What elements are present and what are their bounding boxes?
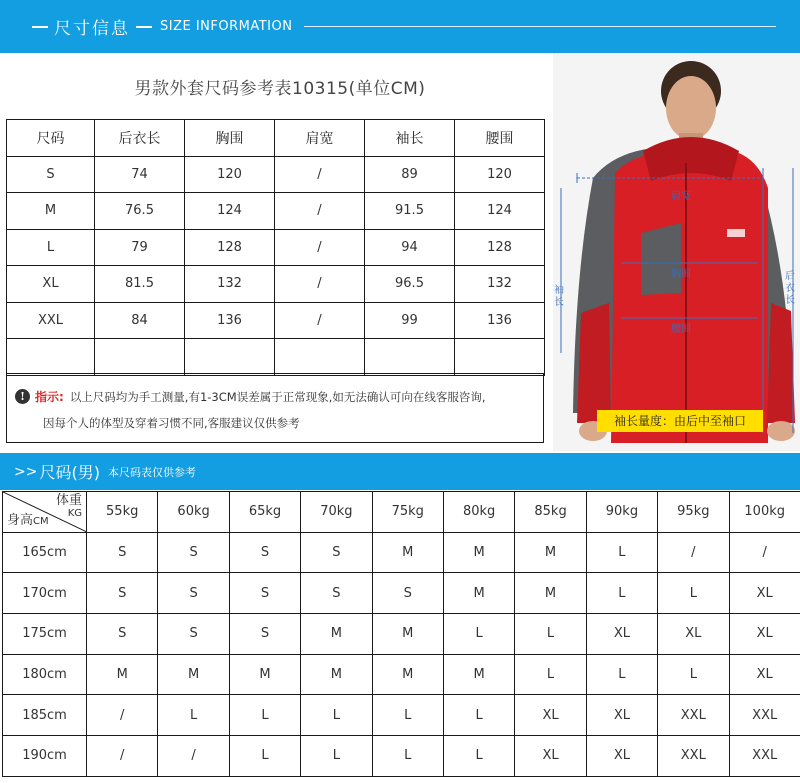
table-row: [7, 193, 545, 230]
info-icon: !: [15, 389, 30, 404]
value-cell: 79: [95, 229, 185, 266]
empty-cell: [95, 339, 185, 376]
header-title-en: SIZE INFORMATION: [160, 19, 293, 34]
size-cell: S: [301, 532, 372, 573]
note-text-1: 以上尺码均为手工测量,有1-3CM误差属于正常现象,如无法确认可向在线客服咨询,: [69, 389, 486, 404]
size-cell: /: [87, 736, 158, 777]
weight-axis-label: [56, 494, 82, 520]
header-cell: 尺码: [7, 120, 95, 157]
size-cell: XL: [729, 614, 800, 655]
value-cell: /: [275, 302, 365, 339]
empty-cell: [185, 339, 275, 376]
size-cell: L: [515, 654, 586, 695]
jacket-model-photo: [553, 53, 800, 451]
value-cell: /: [275, 193, 365, 230]
note-first-line: [15, 388, 486, 405]
value-cell: 136: [455, 302, 545, 339]
size-cell: XXL: [729, 736, 800, 777]
size-info-header: [0, 0, 800, 53]
size-cell: L: [586, 532, 657, 573]
size-cell: XL: [7, 266, 95, 303]
size-cell: M: [7, 193, 95, 230]
size-cell: /: [87, 695, 158, 736]
value-cell: /: [275, 229, 365, 266]
weight-header: 90kg: [586, 492, 657, 533]
size-cell: S: [229, 532, 300, 573]
size-cell: L: [658, 654, 729, 695]
weight-header: 100kg: [729, 492, 800, 533]
size-cell: M: [443, 532, 514, 573]
value-cell: /: [275, 156, 365, 193]
weight-header: 85kg: [515, 492, 586, 533]
value-cell: 136: [185, 302, 275, 339]
size-cell: /: [158, 736, 229, 777]
weight-header: 95kg: [658, 492, 729, 533]
size-cell: XL: [586, 614, 657, 655]
banner-title: 尺码(男): [39, 463, 100, 482]
size-cell: L: [515, 614, 586, 655]
value-cell: 74: [95, 156, 185, 193]
size-cell: M: [443, 654, 514, 695]
empty-cell: [455, 339, 545, 376]
empty-cell: [275, 339, 365, 376]
header-title-cn: 尺寸信息: [54, 19, 130, 39]
size-cell: XL: [515, 695, 586, 736]
value-cell: 124: [455, 193, 545, 230]
height-cell: 190cm: [3, 736, 87, 777]
size-cell: XL: [515, 736, 586, 777]
weight-axis-unit: KG: [67, 508, 82, 519]
height-axis-text: 身高: [7, 512, 34, 528]
header-cell: 胸围: [185, 120, 275, 157]
value-cell: 99: [365, 302, 455, 339]
value-cell: 124: [185, 193, 275, 230]
size-cell: M: [158, 654, 229, 695]
table-row: [3, 614, 800, 655]
size-cell: XL: [729, 573, 800, 614]
size-cell: M: [372, 614, 443, 655]
table-row-empty: [7, 339, 545, 376]
table-row: [3, 736, 800, 777]
size-cell: L: [443, 614, 514, 655]
size-cell: L: [301, 736, 372, 777]
size-cell: L: [7, 229, 95, 266]
size-cell: M: [301, 654, 372, 695]
weight-header: 55kg: [87, 492, 158, 533]
value-cell: 81.5: [95, 266, 185, 303]
header-cell: 后衣长: [95, 120, 185, 157]
shoulder-label: 肩宽: [671, 191, 691, 202]
sleeve-measure-caption: 袖长量度：由后中至袖口: [597, 410, 763, 432]
size-cell: XL: [658, 614, 729, 655]
value-cell: 76.5: [95, 193, 185, 230]
table-row: [7, 266, 545, 303]
header-cell: 袖长: [365, 120, 455, 157]
size-cell: S: [7, 156, 95, 193]
size-cell: XL: [729, 654, 800, 695]
size-cell: L: [372, 695, 443, 736]
table-row: [7, 302, 545, 339]
size-cell: M: [515, 532, 586, 573]
height-cell: 165cm: [3, 532, 87, 573]
back-length-label: 后衣长: [785, 271, 795, 306]
height-cell: 180cm: [3, 654, 87, 695]
size-cell: XXL: [658, 736, 729, 777]
height-cell: 185cm: [3, 695, 87, 736]
table-row: [7, 156, 545, 193]
waist-label: 腰围: [671, 324, 691, 335]
size-cell: S: [229, 614, 300, 655]
size-cell: L: [229, 736, 300, 777]
value-cell: 89: [365, 156, 455, 193]
value-cell: 91.5: [365, 193, 455, 230]
size-cell: /: [658, 532, 729, 573]
height-axis-unit: CM: [33, 515, 49, 527]
jacket-illustration: [553, 53, 800, 451]
size-cell: S: [87, 614, 158, 655]
value-cell: 96.5: [365, 266, 455, 303]
note-label: 指示:: [35, 390, 64, 404]
size-cell: M: [87, 654, 158, 695]
size-cell: S: [158, 532, 229, 573]
size-cell: M: [515, 573, 586, 614]
size-cell: S: [87, 573, 158, 614]
size-cell: XXL: [658, 695, 729, 736]
size-cell: S: [158, 573, 229, 614]
size-cell: S: [158, 614, 229, 655]
size-cell: /: [729, 532, 800, 573]
table-row: [3, 532, 800, 573]
measurement-note: [6, 373, 544, 443]
size-cell: XL: [586, 695, 657, 736]
weight-header-row: [3, 492, 800, 533]
size-cell: XXL: [7, 302, 95, 339]
header-dash-right: [136, 26, 152, 28]
height-weight-table: [2, 491, 800, 777]
header-cell: 腰围: [455, 120, 545, 157]
table-row: [3, 573, 800, 614]
weight-header: 65kg: [229, 492, 300, 533]
size-cell: M: [443, 573, 514, 614]
size-cell: L: [443, 736, 514, 777]
note-text-2: 因每个人的体型及穿着习惯不同,客服建议仅供参考: [43, 416, 300, 430]
height-cell: 170cm: [3, 573, 87, 614]
value-cell: 94: [365, 229, 455, 266]
weight-header: 75kg: [372, 492, 443, 533]
size-cell: L: [372, 736, 443, 777]
size-chart-header-row: [7, 120, 545, 157]
corner-cell: [3, 492, 87, 533]
size-cell: L: [586, 654, 657, 695]
value-cell: 120: [455, 156, 545, 193]
value-cell: 128: [185, 229, 275, 266]
header-cell: 肩宽: [275, 120, 365, 157]
size-cell: M: [229, 654, 300, 695]
empty-cell: [365, 339, 455, 376]
banner-subtitle: 本尺码表仅供参考: [107, 465, 196, 479]
table-row: [3, 654, 800, 695]
header-dash-left: [32, 26, 48, 28]
value-cell: 128: [455, 229, 545, 266]
size-chart-table: [6, 119, 545, 376]
height-cell: 175cm: [3, 614, 87, 655]
size-cell: S: [229, 573, 300, 614]
value-cell: /: [275, 266, 365, 303]
size-cell: XXL: [729, 695, 800, 736]
weight-header: 70kg: [301, 492, 372, 533]
size-cell: L: [658, 573, 729, 614]
size-cell: XL: [586, 736, 657, 777]
value-cell: 120: [185, 156, 275, 193]
size-cell: S: [87, 532, 158, 573]
value-cell: 84: [95, 302, 185, 339]
size-cell: L: [301, 695, 372, 736]
table-row: [3, 695, 800, 736]
banner-arrows: >>: [14, 463, 38, 480]
empty-cell: [7, 339, 95, 376]
size-cell: L: [229, 695, 300, 736]
mens-size-banner: [0, 453, 800, 490]
size-cell: S: [301, 573, 372, 614]
size-cell: M: [372, 532, 443, 573]
size-cell: M: [301, 614, 372, 655]
chest-label: 胸围: [671, 269, 691, 280]
weight-header: 80kg: [443, 492, 514, 533]
size-chart-title: 男款外套尺码参考表10315(单位CM): [134, 79, 426, 99]
value-cell: 132: [455, 266, 545, 303]
weight-axis-text: 体重: [55, 493, 82, 508]
header-rule: [304, 26, 776, 27]
value-cell: 132: [185, 266, 275, 303]
weight-header: 60kg: [158, 492, 229, 533]
size-cell: L: [443, 695, 514, 736]
size-cell: L: [158, 695, 229, 736]
height-axis-label: [7, 509, 49, 528]
sleeve-label: 袖长: [554, 285, 564, 308]
size-cell: L: [586, 573, 657, 614]
size-cell: M: [372, 654, 443, 695]
table-row: [7, 229, 545, 266]
size-cell: S: [372, 573, 443, 614]
